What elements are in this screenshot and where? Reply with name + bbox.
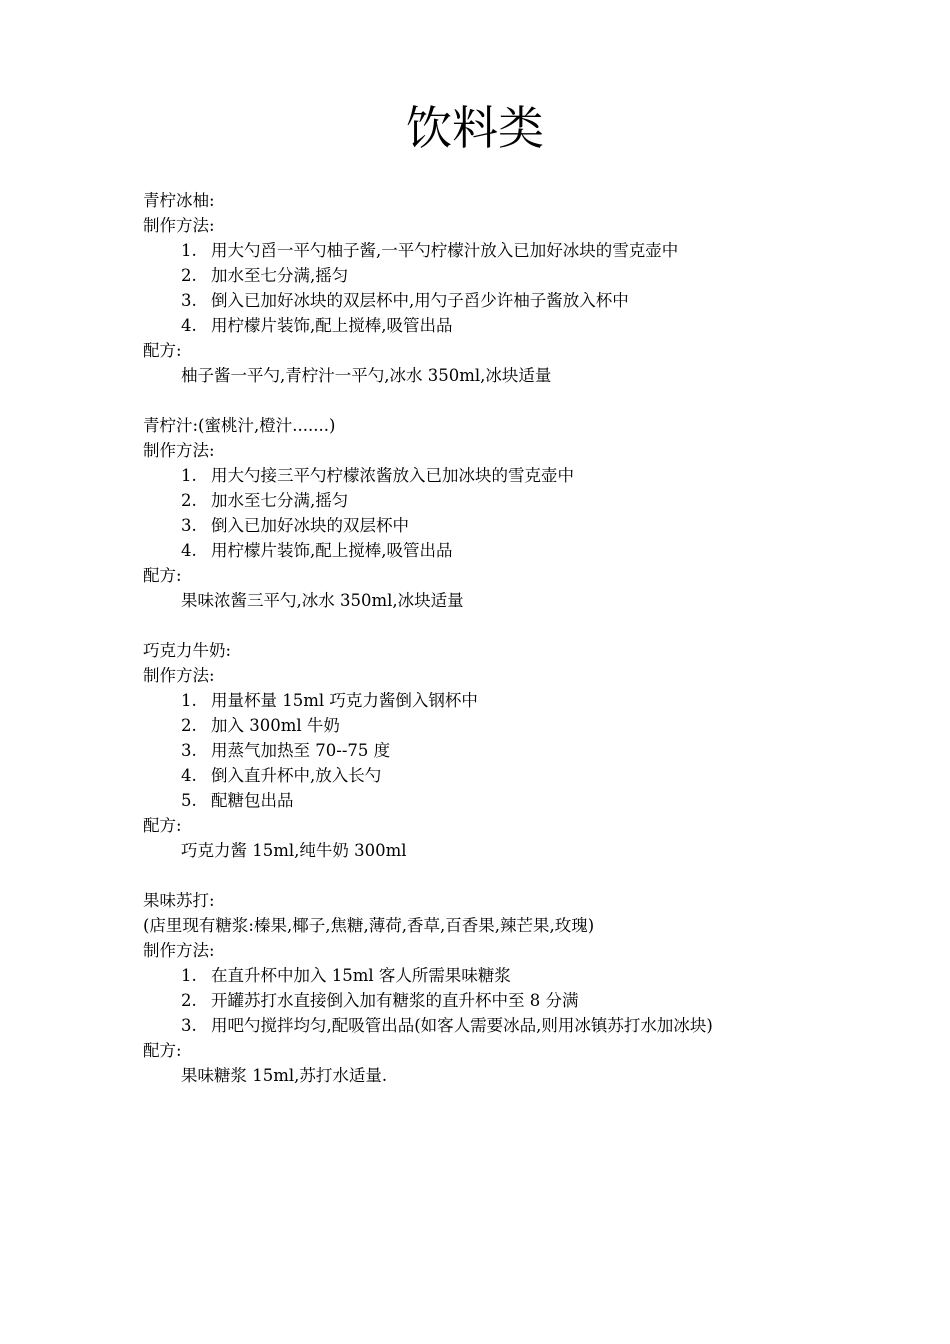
step-number: 3. bbox=[181, 741, 197, 760]
step-text: 用蒸气加热至 70--75 度 bbox=[211, 741, 391, 760]
formula-label: 配方: bbox=[143, 341, 182, 360]
method-step bbox=[143, 963, 863, 988]
step-number: 2. bbox=[181, 491, 197, 510]
method-step bbox=[143, 513, 863, 538]
step-number: 1. bbox=[181, 966, 197, 985]
step-number: 3. bbox=[181, 516, 197, 535]
method-label: 制作方法: bbox=[143, 666, 215, 685]
step-number: 4. bbox=[181, 316, 197, 335]
step-text: 用吧勺搅拌均匀,配吸管出品(如客人需要冰品,则用冰镇苏打水加冰块) bbox=[211, 1016, 713, 1035]
step-number: 3. bbox=[181, 1016, 197, 1035]
formula-label: 配方: bbox=[143, 1041, 182, 1060]
step-text: 用量杯量 15ml 巧克力酱倒入钢杯中 bbox=[211, 691, 478, 710]
recipe-list bbox=[143, 188, 863, 1113]
step-text: 加水至七分满,摇匀 bbox=[211, 266, 349, 285]
recipe-name: 青柠冰柚: bbox=[143, 191, 215, 210]
step-number: 1. bbox=[181, 691, 197, 710]
step-text: 倒入已加好冰块的双层杯中,用勺子舀少许柚子酱放入杯中 bbox=[211, 291, 629, 310]
recipe-section bbox=[143, 188, 863, 388]
formula-label: 配方: bbox=[143, 816, 182, 835]
step-number: 2. bbox=[181, 716, 197, 735]
ingredients-text: 巧克力酱 15ml,纯牛奶 300ml bbox=[181, 841, 407, 860]
formula-label: 配方: bbox=[143, 566, 182, 585]
ingredients-text: 果味浓酱三平勺,冰水 350ml,冰块适量 bbox=[181, 591, 464, 610]
step-text: 加入 300ml 牛奶 bbox=[211, 716, 340, 735]
step-text: 加水至七分满,摇匀 bbox=[211, 491, 349, 510]
recipe-note: (店里现有糖浆:榛果,椰子,焦糖,薄荷,香草,百香果,辣芒果,玫瑰) bbox=[143, 916, 595, 935]
step-number: 5. bbox=[181, 791, 197, 810]
step-number: 3. bbox=[181, 291, 197, 310]
method-label: 制作方法: bbox=[143, 441, 215, 460]
method-step bbox=[143, 488, 863, 513]
method-label: 制作方法: bbox=[143, 216, 215, 235]
step-number: 4. bbox=[181, 766, 197, 785]
method-step bbox=[143, 713, 863, 738]
step-number: 1. bbox=[181, 241, 197, 260]
step-text: 在直升杯中加入 15ml 客人所需果味糖浆 bbox=[211, 966, 511, 985]
step-text: 配糖包出品 bbox=[211, 791, 294, 810]
recipe-name: 果味苏打: bbox=[143, 891, 215, 910]
method-step bbox=[143, 263, 863, 288]
step-text: 倒入直升杯中,放入长勺 bbox=[211, 766, 382, 785]
method-step bbox=[143, 463, 863, 488]
recipe-section bbox=[143, 888, 863, 1088]
method-step bbox=[143, 788, 863, 813]
step-text: 开罐苏打水直接倒入加有糖浆的直升杯中至 8 分满 bbox=[211, 991, 579, 1010]
step-text: 倒入已加好冰块的双层杯中 bbox=[211, 516, 409, 535]
method-step bbox=[143, 688, 863, 713]
method-step bbox=[143, 238, 863, 263]
step-number: 4. bbox=[181, 541, 197, 560]
recipe-section bbox=[143, 413, 863, 613]
step-number: 2. bbox=[181, 266, 197, 285]
page-title: 饮料类 bbox=[406, 101, 544, 155]
step-text: 用柠檬片装饰,配上搅棒,吸管出品 bbox=[211, 316, 453, 335]
method-step bbox=[143, 1013, 863, 1038]
recipe-name: 青柠汁:(蜜桃汁,橙汁.......) bbox=[143, 416, 336, 435]
ingredients-text: 果味糖浆 15ml,苏打水适量. bbox=[181, 1066, 388, 1085]
step-number: 1. bbox=[181, 466, 197, 485]
method-label: 制作方法: bbox=[143, 941, 215, 960]
recipe-name: 巧克力牛奶: bbox=[143, 641, 232, 660]
step-text: 用柠檬片装饰,配上搅棒,吸管出品 bbox=[211, 541, 453, 560]
step-text: 用大勺舀一平勺柚子酱,一平勺柠檬汁放入已加好冰块的雪克壶中 bbox=[211, 241, 679, 260]
method-step bbox=[143, 288, 863, 313]
method-step bbox=[143, 988, 863, 1013]
method-step bbox=[143, 738, 863, 763]
method-step bbox=[143, 313, 863, 338]
step-number: 2. bbox=[181, 991, 197, 1010]
ingredients-text: 柚子酱一平勺,青柠汁一平勺,冰水 350ml,冰块适量 bbox=[181, 366, 552, 385]
step-text: 用大勺接三平勺柠檬浓酱放入已加冰块的雪克壶中 bbox=[211, 466, 574, 485]
recipe-section bbox=[143, 638, 863, 863]
method-step bbox=[143, 763, 863, 788]
method-step bbox=[143, 538, 863, 563]
